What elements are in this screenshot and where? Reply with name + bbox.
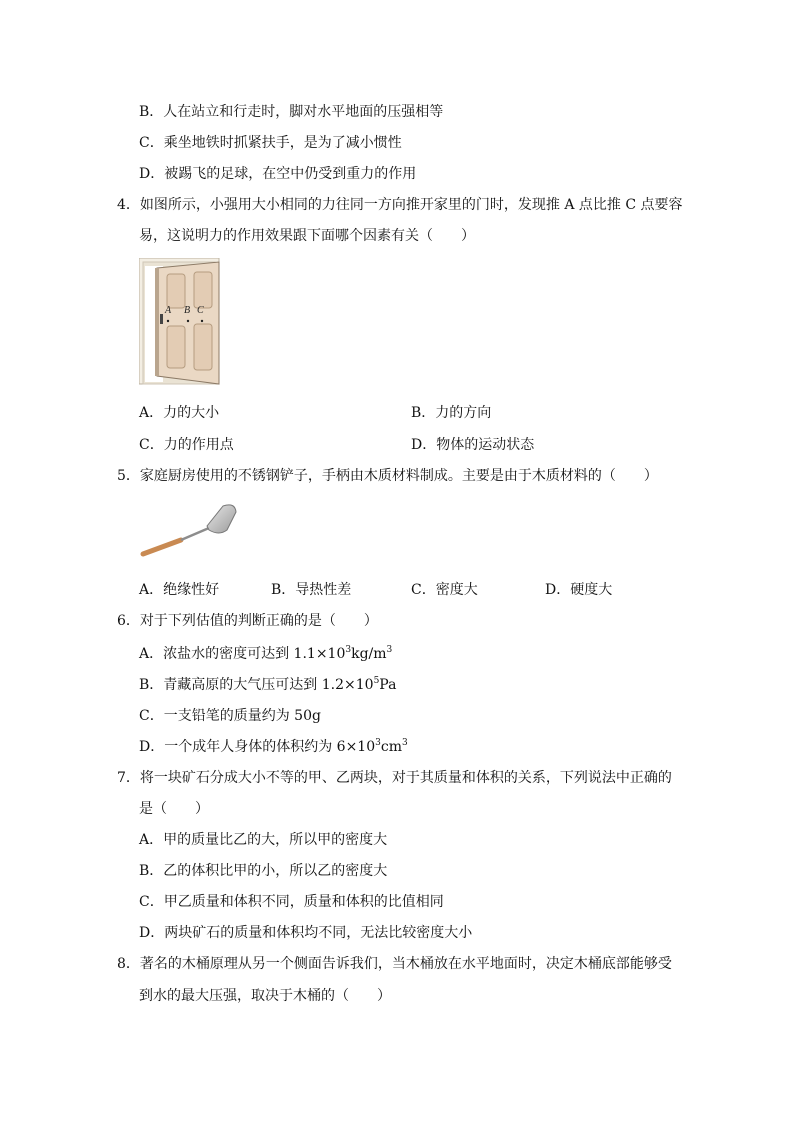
q6-stem: 6．对于下列估值的判断正确的是（ ） — [117, 613, 378, 629]
q4-option-c: C．力的作用点 — [139, 437, 234, 453]
q6-option-d-unit: cm — [380, 739, 402, 755]
q7-option-d: D．两块矿石的质量和体积均不同，无法比较密度大小 — [139, 925, 473, 941]
q8-stem-line2: 到水的最大压强，取决于木桶的（ ） — [139, 988, 391, 1004]
q6-option-d-exponent: 3 — [375, 738, 381, 748]
door-label-c: C — [197, 305, 204, 316]
q7-option-b: B．乙的体积比甲的小，所以乙的密度大 — [139, 863, 388, 879]
q4-option-d: D．物体的运动状态 — [411, 437, 535, 453]
q5-option-d: D．硬度大 — [545, 582, 613, 598]
door-point-a — [167, 320, 169, 322]
q6-option-a — [139, 644, 392, 664]
q3-option-c: C．乘坐地铁时抓紧扶手，是为了减小惯性 — [139, 135, 402, 151]
q6-option-a-text: A．浓盐水的密度可达到 1.1×10 — [139, 646, 346, 662]
door-figure — [139, 258, 223, 388]
q4-stem-line2: 易，这说明力的作用效果跟下面哪个因素有关（ ） — [139, 228, 475, 244]
q5-stem: 5．家庭厨房使用的不锈钢铲子，手柄由木质材料制成。主要是由于木质材料的（ ） — [117, 468, 658, 484]
q6-option-c: C．一支铅笔的质量约为 50g — [139, 708, 321, 724]
q5-option-c: C．密度大 — [411, 582, 478, 598]
q4-option-b: B．力的方向 — [411, 405, 492, 421]
q5-option-b: B．导热性差 — [271, 582, 352, 598]
q4-stem-line1: 4．如图所示，小强用大小相同的力往同一方向推开家里的门时，发现推 A 点比推 C 点要容 — [117, 197, 683, 213]
q7-stem-line2: 是（ ） — [139, 801, 209, 817]
q5-option-a: A．绝缘性好 — [139, 582, 220, 598]
door-label-b: B — [184, 305, 191, 316]
q4-option-a: A．力的大小 — [139, 405, 220, 421]
q7-option-a: A．甲的质量比乙的大，所以甲的密度大 — [139, 832, 388, 848]
q7-stem-line1: 7．将一块矿石分成大小不等的甲、乙两块，对于其质量和体积的关系，下列说法中正确的 — [117, 770, 672, 786]
q6-option-a-unit-exponent: 3 — [386, 645, 393, 655]
q6-option-b-exponent: 5 — [373, 676, 380, 686]
q3-option-d: D．被踢飞的足球，在空中仍受到重力的作用 — [139, 166, 417, 182]
q6-option-d — [139, 737, 408, 757]
q6-option-d-unit-exponent: 3 — [402, 738, 408, 748]
q6-option-a-exponent: 3 — [345, 645, 352, 655]
q6-option-d-text: D．一个成年人身体的体积约为 6×10 — [139, 739, 376, 755]
door-point-b — [187, 320, 189, 322]
q6-option-b-unit: Pa — [379, 677, 397, 693]
q3-option-b: B．人在站立和行走时，脚对水平地面的压强相等 — [139, 104, 444, 120]
door-point-c — [201, 320, 203, 322]
q7-option-c: C．甲乙质量和体积不同，质量和体积的比值相同 — [139, 894, 444, 910]
q8-stem-line1: 8．著名的木桶原理从另一个侧面告诉我们，当木桶放在水平地面时，决定木桶底部能够受 — [117, 956, 672, 972]
q6-option-a-unit: kg/m — [351, 646, 387, 662]
q6-option-b-text: B．青藏高原的大气压可达到 1.2×10 — [139, 677, 374, 693]
spatula-figure — [139, 500, 239, 562]
door-label-a: A — [165, 305, 172, 316]
q6-option-b — [139, 675, 396, 695]
